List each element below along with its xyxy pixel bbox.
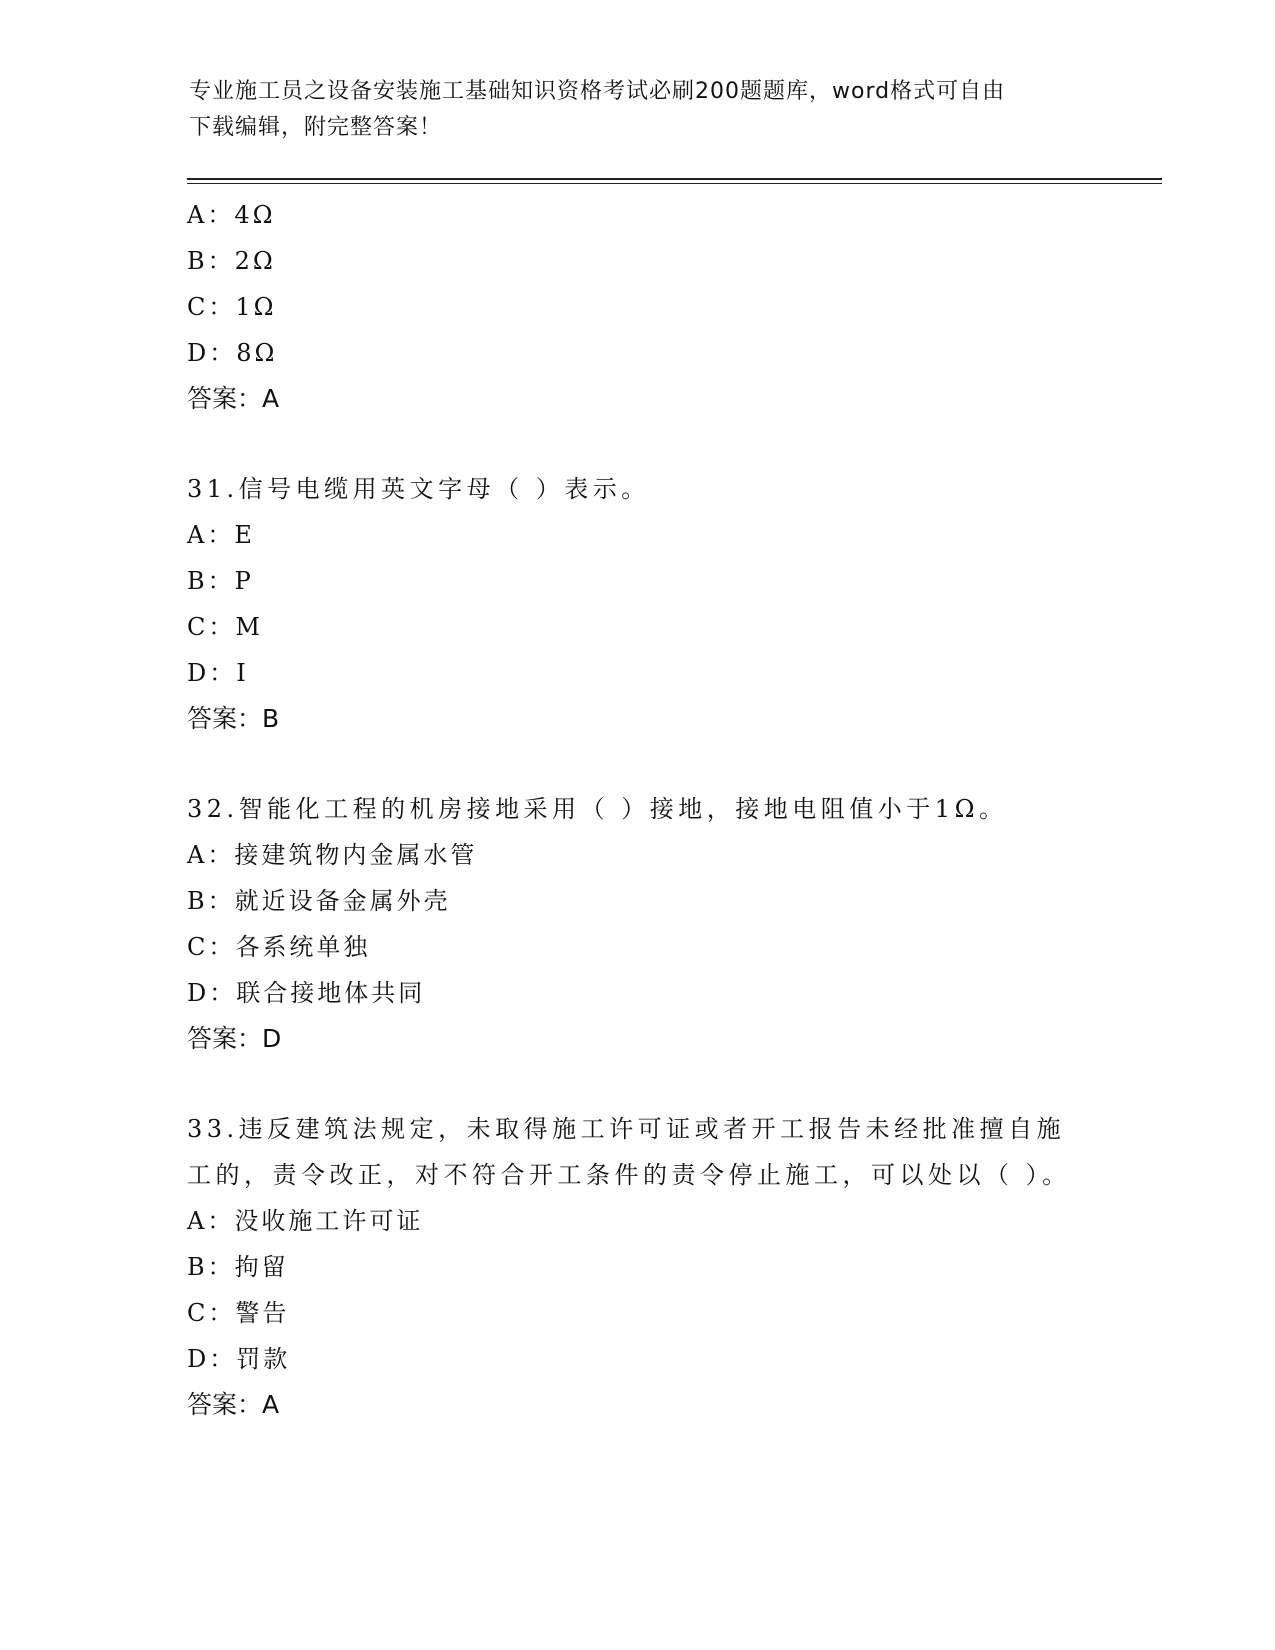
option-c: C：警告 [187, 1299, 290, 1327]
option-c: C：1Ω [187, 293, 277, 321]
option-a: A：E [187, 521, 255, 549]
header-line-2: 下载编辑，附完整答案！ [189, 115, 443, 140]
header-divider [187, 178, 1162, 180]
option-d: D：罚款 [187, 1345, 291, 1373]
option-b: B：就近设备金属外壳 [187, 887, 451, 915]
option-d: D：I [187, 659, 249, 687]
answer-line: 答案：D [187, 1024, 282, 1053]
option-d: D：联合接地体共同 [187, 979, 426, 1007]
question-31 [187, 466, 1087, 742]
question-30-continued [187, 192, 1087, 422]
option-b: B：2Ω [187, 247, 276, 275]
option-b: B：P [187, 567, 254, 595]
question-33 [187, 1106, 1087, 1428]
question-text: 31.信号电缆用英文字母（ ）表示。 [187, 475, 650, 503]
option-a: A：4Ω [187, 201, 276, 229]
header-divider-thin [187, 183, 1162, 184]
question-text: 33.违反建筑法规定，未取得施工许可证或者开工报告未经批准擅自施工的，责令改正，对不符合开工条件的责令停止施工，可以处以（ ）。 [187, 1115, 1071, 1189]
document-header [189, 74, 1069, 146]
question-list [187, 192, 1087, 1428]
answer-line: 答案：B [187, 704, 280, 733]
answer-line: 答案：A [187, 384, 280, 413]
option-a: A：接建筑物内金属水管 [187, 841, 478, 869]
option-c: C：各系统单独 [187, 933, 371, 961]
option-d: D：8Ω [187, 339, 278, 367]
question-text: 32.智能化工程的机房接地采用（ ）接地，接地电阻值小于1Ω。 [187, 795, 1008, 823]
answer-line: 答案：A [187, 1390, 280, 1419]
header-line-1: 专业施工员之设备安装施工基础知识资格考试必刷200题题库，word格式可自由 [189, 79, 1006, 104]
question-32 [187, 786, 1087, 1062]
option-b: B：拘留 [187, 1253, 289, 1281]
option-c: C：M [187, 613, 263, 641]
option-a: A：没收施工许可证 [187, 1207, 424, 1235]
